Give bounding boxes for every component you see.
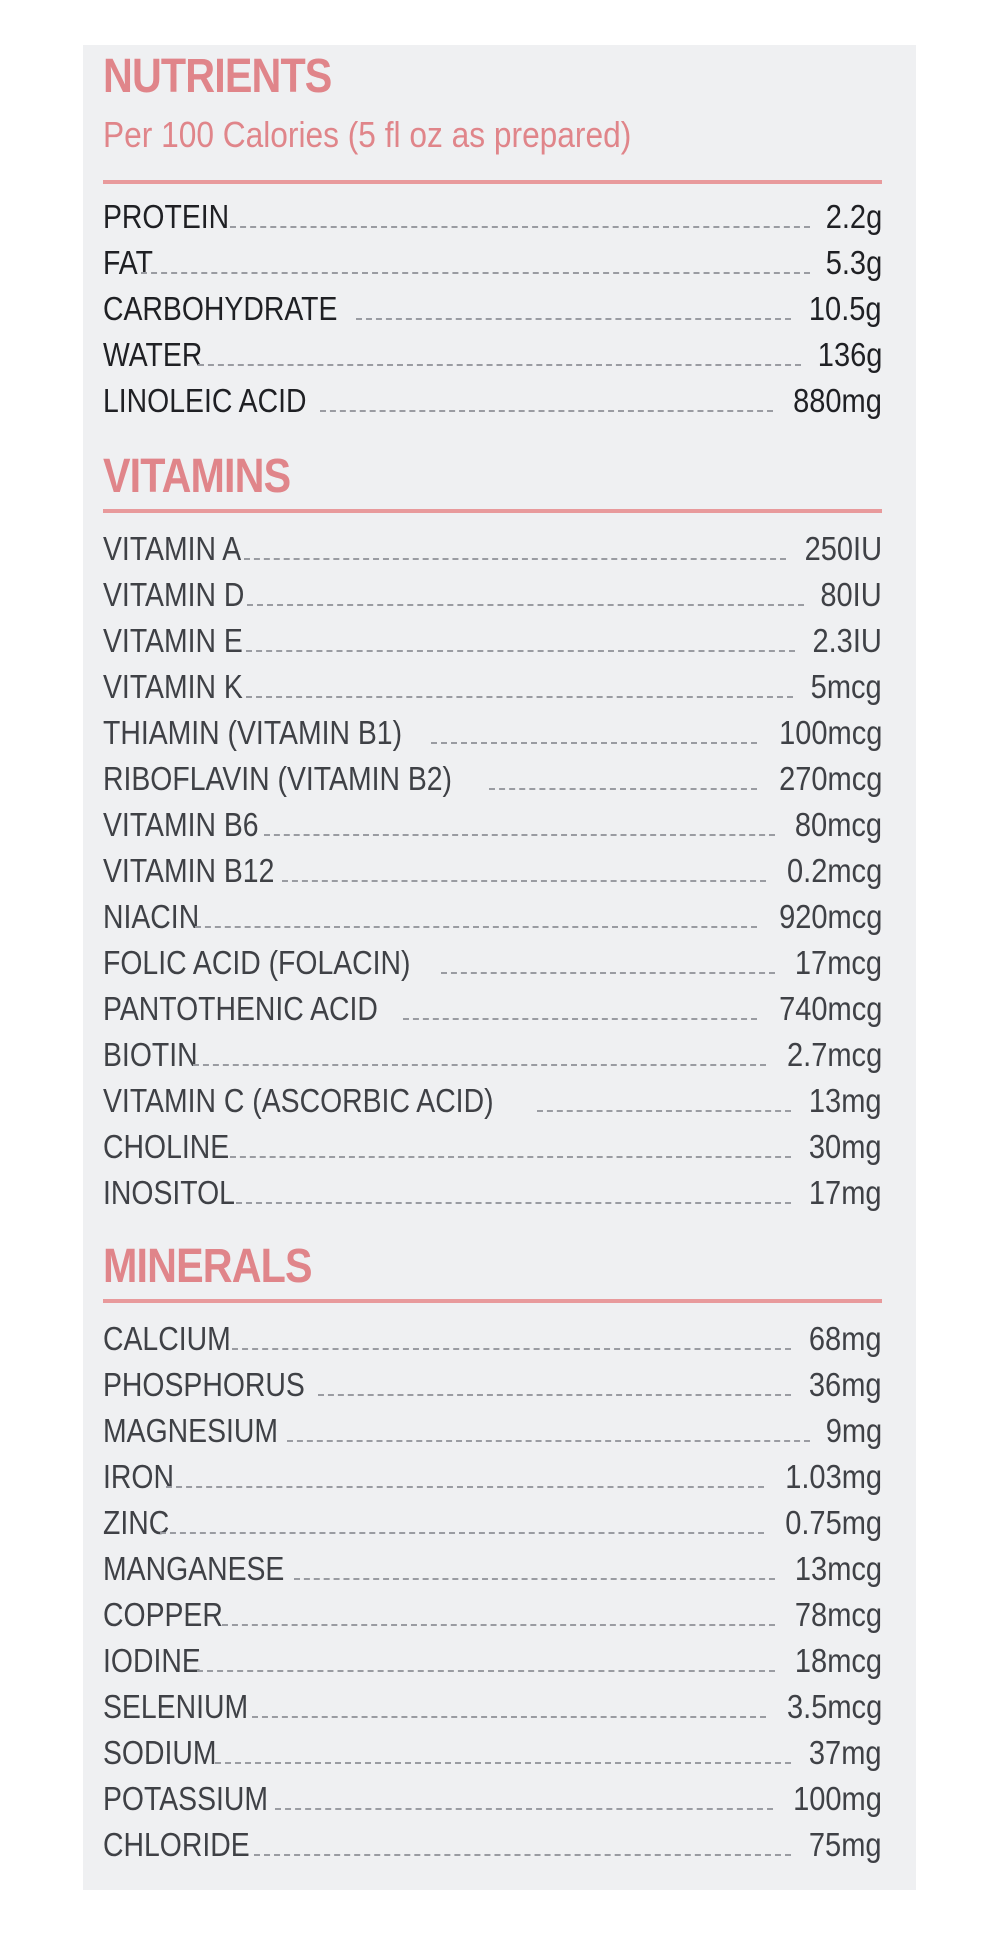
vitamin-label: VITAMIN D bbox=[103, 576, 245, 613]
dotted-leader bbox=[247, 604, 804, 606]
mineral-row bbox=[103, 1457, 882, 1497]
dotted-leader bbox=[236, 1202, 791, 1204]
nutrients-serving-note: Per 100 Calories (5 fl oz as prepared) bbox=[103, 114, 632, 155]
mineral-value: 37mg bbox=[809, 1734, 882, 1771]
mineral-label: CALCIUM bbox=[103, 1320, 231, 1357]
dotted-leader bbox=[320, 410, 774, 412]
vitamin-label: PANTOTHENIC ACID bbox=[103, 990, 378, 1027]
vitamin-row bbox=[103, 851, 882, 891]
dotted-leader bbox=[232, 1348, 792, 1350]
dotted-leader bbox=[537, 1110, 791, 1112]
vitamin-value: 2.7mcg bbox=[786, 1036, 882, 1073]
nutrient-label: WATER bbox=[103, 336, 203, 373]
vitamin-label: RIBOFLAVIN (VITAMIN B2) bbox=[103, 760, 453, 797]
mineral-row bbox=[103, 1319, 882, 1359]
vitamin-value: 80IU bbox=[820, 576, 882, 613]
dotted-leader bbox=[403, 1018, 757, 1020]
dotted-leader bbox=[160, 1532, 764, 1534]
dotted-leader bbox=[441, 972, 775, 974]
mineral-value: 100mg bbox=[793, 1780, 882, 1817]
mineral-row bbox=[103, 1549, 882, 1589]
dotted-leader bbox=[294, 1578, 775, 1580]
vitamin-label: FOLIC ACID (FOLACIN) bbox=[103, 944, 411, 981]
mineral-value: 36mg bbox=[809, 1366, 882, 1403]
mineral-row bbox=[103, 1411, 882, 1451]
vitamin-label: THIAMIN (VITAMIN B1) bbox=[103, 714, 403, 751]
nutrient-row bbox=[103, 335, 882, 375]
vitamin-row bbox=[103, 989, 882, 1029]
mineral-value: 3.5mcg bbox=[786, 1688, 882, 1725]
mineral-value: 18mcg bbox=[794, 1642, 882, 1679]
dotted-leader bbox=[318, 1394, 792, 1396]
vitamin-row bbox=[103, 1173, 882, 1213]
mineral-label: MANGANESE bbox=[103, 1550, 285, 1587]
vitamin-label: VITAMIN C (ASCORBIC ACID) bbox=[103, 1082, 494, 1119]
mineral-label: POTASSIUM bbox=[103, 1780, 269, 1817]
mineral-label: IRON bbox=[103, 1458, 174, 1495]
nutrient-label: FAT bbox=[103, 244, 153, 281]
vitamin-value: 80mcg bbox=[794, 806, 882, 843]
mineral-row bbox=[103, 1825, 882, 1865]
vitamin-row bbox=[103, 897, 882, 937]
vitamin-value: 17mcg bbox=[794, 944, 882, 981]
vitamin-row bbox=[103, 575, 882, 615]
vitamin-value: 13mg bbox=[809, 1082, 882, 1119]
nutrient-value: 10.5g bbox=[809, 290, 882, 327]
dotted-leader bbox=[254, 1854, 792, 1856]
nutrient-row bbox=[103, 289, 882, 329]
vitamin-value: 250IU bbox=[804, 530, 882, 567]
vitamins-heading: VITAMINS bbox=[103, 450, 291, 503]
vitamin-value: 17mg bbox=[809, 1174, 882, 1211]
dotted-leader bbox=[230, 1156, 792, 1158]
mineral-label: ZINC bbox=[103, 1504, 170, 1541]
minerals-divider bbox=[103, 1299, 882, 1303]
mineral-value: 78mcg bbox=[794, 1596, 882, 1633]
nutrient-label: CARBOHYDRATE bbox=[103, 290, 338, 327]
vitamin-row bbox=[103, 529, 882, 569]
dotted-leader bbox=[141, 272, 810, 274]
mineral-value: 68mg bbox=[809, 1320, 882, 1357]
mineral-row bbox=[103, 1595, 882, 1635]
mineral-value: 1.03mg bbox=[785, 1458, 882, 1495]
vitamin-value: 2.3IU bbox=[812, 622, 882, 659]
dotted-leader bbox=[197, 1670, 775, 1672]
dotted-leader bbox=[244, 558, 786, 560]
vitamin-row bbox=[103, 667, 882, 707]
mineral-label: IODINE bbox=[103, 1642, 201, 1679]
dotted-leader bbox=[264, 834, 775, 836]
nutrients-heading: NUTRIENTS bbox=[103, 50, 332, 103]
nutrient-label: PROTEIN bbox=[103, 198, 230, 235]
mineral-value: 9mg bbox=[825, 1412, 882, 1449]
vitamin-value: 30mg bbox=[809, 1128, 882, 1165]
vitamin-label: VITAMIN K bbox=[103, 668, 243, 705]
mineral-row bbox=[103, 1779, 882, 1819]
mineral-row bbox=[103, 1503, 882, 1543]
dotted-leader bbox=[246, 650, 796, 652]
dotted-leader bbox=[275, 1808, 773, 1810]
vitamin-value: 740mcg bbox=[778, 990, 882, 1027]
minerals-heading: MINERALS bbox=[103, 1240, 312, 1293]
dotted-leader bbox=[193, 1064, 766, 1066]
dotted-leader bbox=[431, 742, 757, 744]
vitamin-value: 0.2mcg bbox=[786, 852, 882, 889]
dotted-leader bbox=[198, 364, 800, 366]
nutrient-row bbox=[103, 381, 882, 421]
mineral-label: CHLORIDE bbox=[103, 1826, 250, 1863]
nutrient-value: 880mg bbox=[793, 382, 882, 419]
vitamin-label: VITAMIN B12 bbox=[103, 852, 275, 889]
nutrient-label: LINOLEIC ACID bbox=[103, 382, 307, 419]
dotted-leader bbox=[246, 696, 794, 698]
dotted-leader bbox=[356, 318, 792, 320]
dotted-leader bbox=[230, 226, 810, 228]
vitamin-value: 920mcg bbox=[778, 898, 882, 935]
vitamin-value: 100mcg bbox=[778, 714, 882, 751]
dotted-leader bbox=[222, 1624, 775, 1626]
nutrient-value: 136g bbox=[817, 336, 882, 373]
dotted-leader bbox=[166, 1486, 764, 1488]
dotted-leader bbox=[252, 1716, 766, 1718]
vitamin-row bbox=[103, 1081, 882, 1121]
vitamin-label: INOSITOL bbox=[103, 1174, 235, 1211]
vitamin-label: NIACIN bbox=[103, 898, 200, 935]
mineral-value: 13mcg bbox=[794, 1550, 882, 1587]
mineral-label: SODIUM bbox=[103, 1734, 217, 1771]
vitamin-row bbox=[103, 1127, 882, 1167]
dotted-leader bbox=[287, 1440, 810, 1442]
vitamins-divider bbox=[103, 509, 882, 513]
dotted-leader bbox=[489, 788, 757, 790]
vitamin-value: 270mcg bbox=[778, 760, 882, 797]
mineral-label: MAGNESIUM bbox=[103, 1412, 279, 1449]
mineral-row bbox=[103, 1687, 882, 1727]
vitamin-row bbox=[103, 805, 882, 845]
mineral-value: 75mg bbox=[809, 1826, 882, 1863]
mineral-label: PHOSPHORUS bbox=[103, 1366, 305, 1403]
mineral-label: COPPER bbox=[103, 1596, 223, 1633]
nutrients-divider bbox=[103, 180, 882, 184]
dotted-leader bbox=[215, 1762, 791, 1764]
vitamin-row bbox=[103, 713, 882, 753]
mineral-row bbox=[103, 1641, 882, 1681]
nutrient-row bbox=[103, 197, 882, 237]
nutrient-value: 5.3g bbox=[825, 244, 882, 281]
vitamin-value: 5mcg bbox=[810, 668, 882, 705]
mineral-row bbox=[103, 1733, 882, 1773]
mineral-label: SELENIUM bbox=[103, 1688, 249, 1725]
vitamin-label: BIOTIN bbox=[103, 1036, 198, 1073]
vitamin-row bbox=[103, 943, 882, 983]
vitamin-row bbox=[103, 759, 882, 799]
vitamin-label: VITAMIN E bbox=[103, 622, 243, 659]
vitamin-label: VITAMIN B6 bbox=[103, 806, 259, 843]
dotted-leader bbox=[282, 880, 766, 882]
mineral-value: 0.75mg bbox=[785, 1504, 882, 1541]
vitamin-row bbox=[103, 621, 882, 661]
nutrient-value: 2.2g bbox=[825, 198, 882, 235]
nutrition-panel bbox=[83, 45, 916, 1890]
vitamin-label: CHOLINE bbox=[103, 1128, 230, 1165]
vitamin-label: VITAMIN A bbox=[103, 530, 242, 567]
dotted-leader bbox=[195, 926, 757, 928]
mineral-row bbox=[103, 1365, 882, 1405]
vitamin-row bbox=[103, 1035, 882, 1075]
nutrient-row bbox=[103, 243, 882, 283]
